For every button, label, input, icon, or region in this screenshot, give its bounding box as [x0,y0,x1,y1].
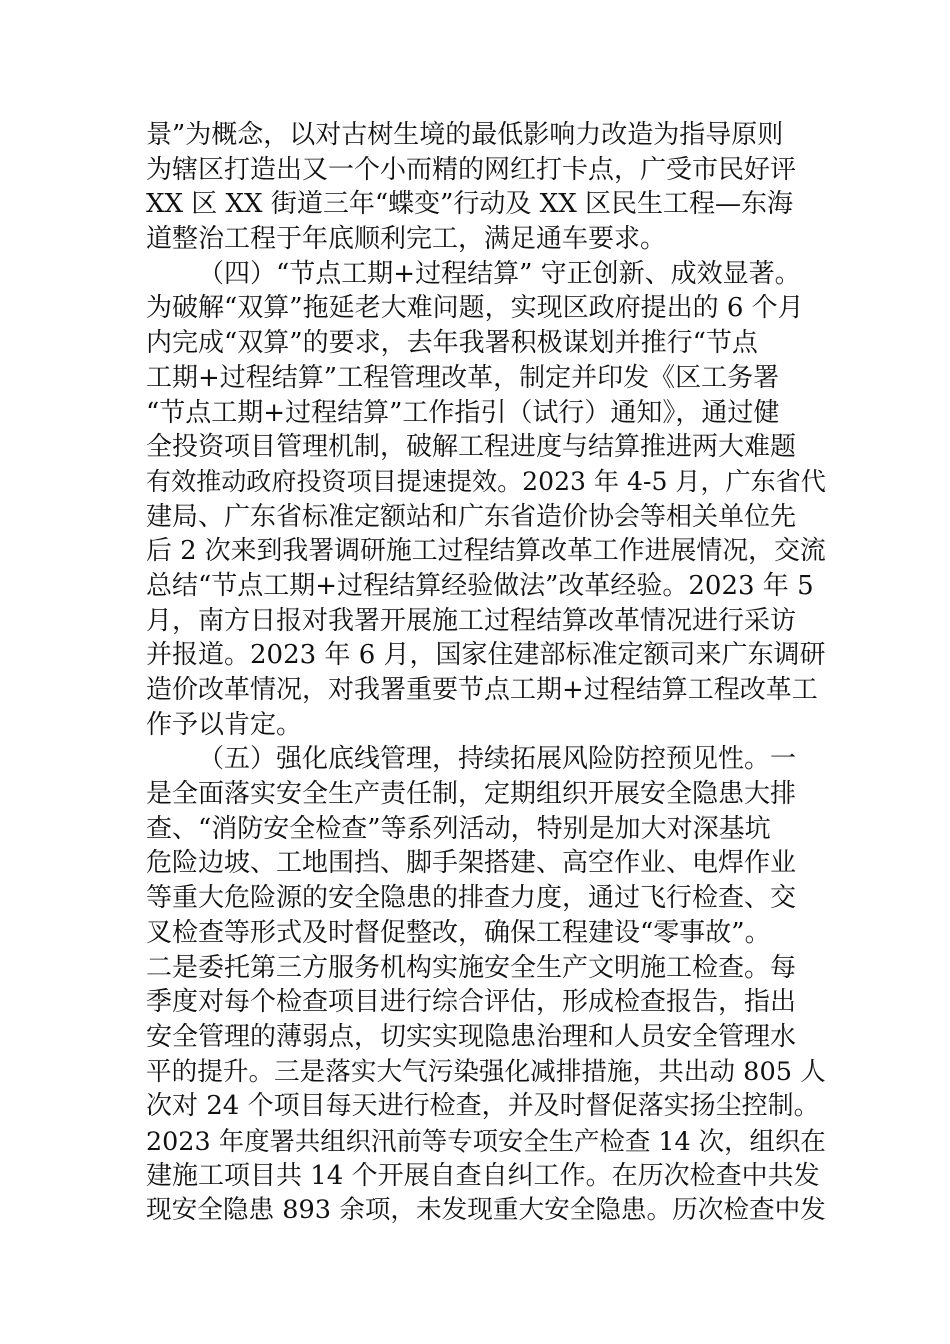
text-line: 道整治工程于年底顺利完工，满足通车要求。 [146,224,667,255]
text-line: 危险边坡、工地围挡、脚手架搭建、高空作业、电焊作业 [146,848,797,879]
text-line: 次对 24 个项目每天进行检查，并及时督促落实扬尘控制。 [146,1091,820,1122]
text-line: 作予以肯定。 [146,709,303,740]
text-line: 月，南方日报对我署开展施工过程结算改革情况进行采访 [146,605,797,636]
text-line: 查、“消防安全检查”等系列活动，特别是加大对深基坑 [146,813,771,844]
text-line: 等重大危险源的安全隐患的排查力度，通过飞行检查、交 [146,883,797,914]
text-line: 平的提升。三是落实大气污染强化减排措施，共出动 805 人 [146,1056,826,1087]
text-line: 现安全隐患 893 余项，未发现重大安全隐患。历次检查中发 [146,1195,826,1226]
text-line: 为辖区打造出又一个小而精的网红打卡点，广受市民好评 [146,154,797,185]
text-line: 是全面落实安全生产责任制，定期组织开展安全隐患大排 [146,779,797,810]
paragraph-first-line: （四）“节点工期+过程结算” 守正创新、成效显著。 [198,258,801,289]
text-line: 建施工项目共 14 个开展自查自纠工作。在历次检查中共发 [146,1160,820,1191]
text-line: 并报道。2023 年 6 月，国家住建部标准定额司来广东调研 [146,640,826,671]
paragraph-first-line: （五）强化底线管理，持续拓展风险防控预见性。一 [198,744,797,775]
text-line: 景”为概念，以对古树生境的最低影响力改造为指导原则 [146,120,784,150]
text-line: 为破解“双算”拖延老大难问题，实现区政府提出的 6 个月 [146,293,804,324]
text-line: 内完成“双算”的要求，去年我署积极谋划并推行“节点 [146,328,758,359]
text-line: 季度对每个检查项目进行综合评估，形成检查报告，指出 [146,987,797,1018]
text-line: 有效推动政府投资项目提速提效。2023 年 4-5 月，广东省代 [146,466,826,496]
text-line: 安全管理的薄弱点，切实实现隐患治理和人员安全管理水 [146,1021,797,1052]
text-line: 建局、广东省标准定额站和广东省造价协会等相关单位先 [146,501,797,532]
text-line: “节点工期+过程结算”工作指引（试行）通知》，通过健 [146,397,780,428]
text-line: 叉检查等形式及时督促整改，确保工程建设“零事故”。 [146,917,771,948]
text-line: 造价改革情况，对我署重要节点工期+过程结算工程改革工 [146,675,818,705]
text-line: 总结“节点工期+过程结算经验做法”改革经验。2023 年 5 [146,570,814,601]
text-line: 全投资项目管理机制，破解工程进度与结算推进两大难题 [146,432,797,463]
body-text [146,118,826,1228]
text-line: 2023 年度署共组织汛前等专项安全生产检查 14 次，组织在 [146,1125,826,1156]
text-line: 后 2 次来到我署调研施工过程结算改革工作进展情况，交流 [146,536,826,567]
text-line: 二是委托第三方服务机构实施安全生产文明施工检查。每 [146,952,797,983]
text-line: 工期+过程结算”工程管理改革，制定并印发《区工务署 [146,362,780,393]
text-line: XX 区 XX 街道三年“蝶变”行动及 XX 区民生工程—东海 [146,189,793,220]
